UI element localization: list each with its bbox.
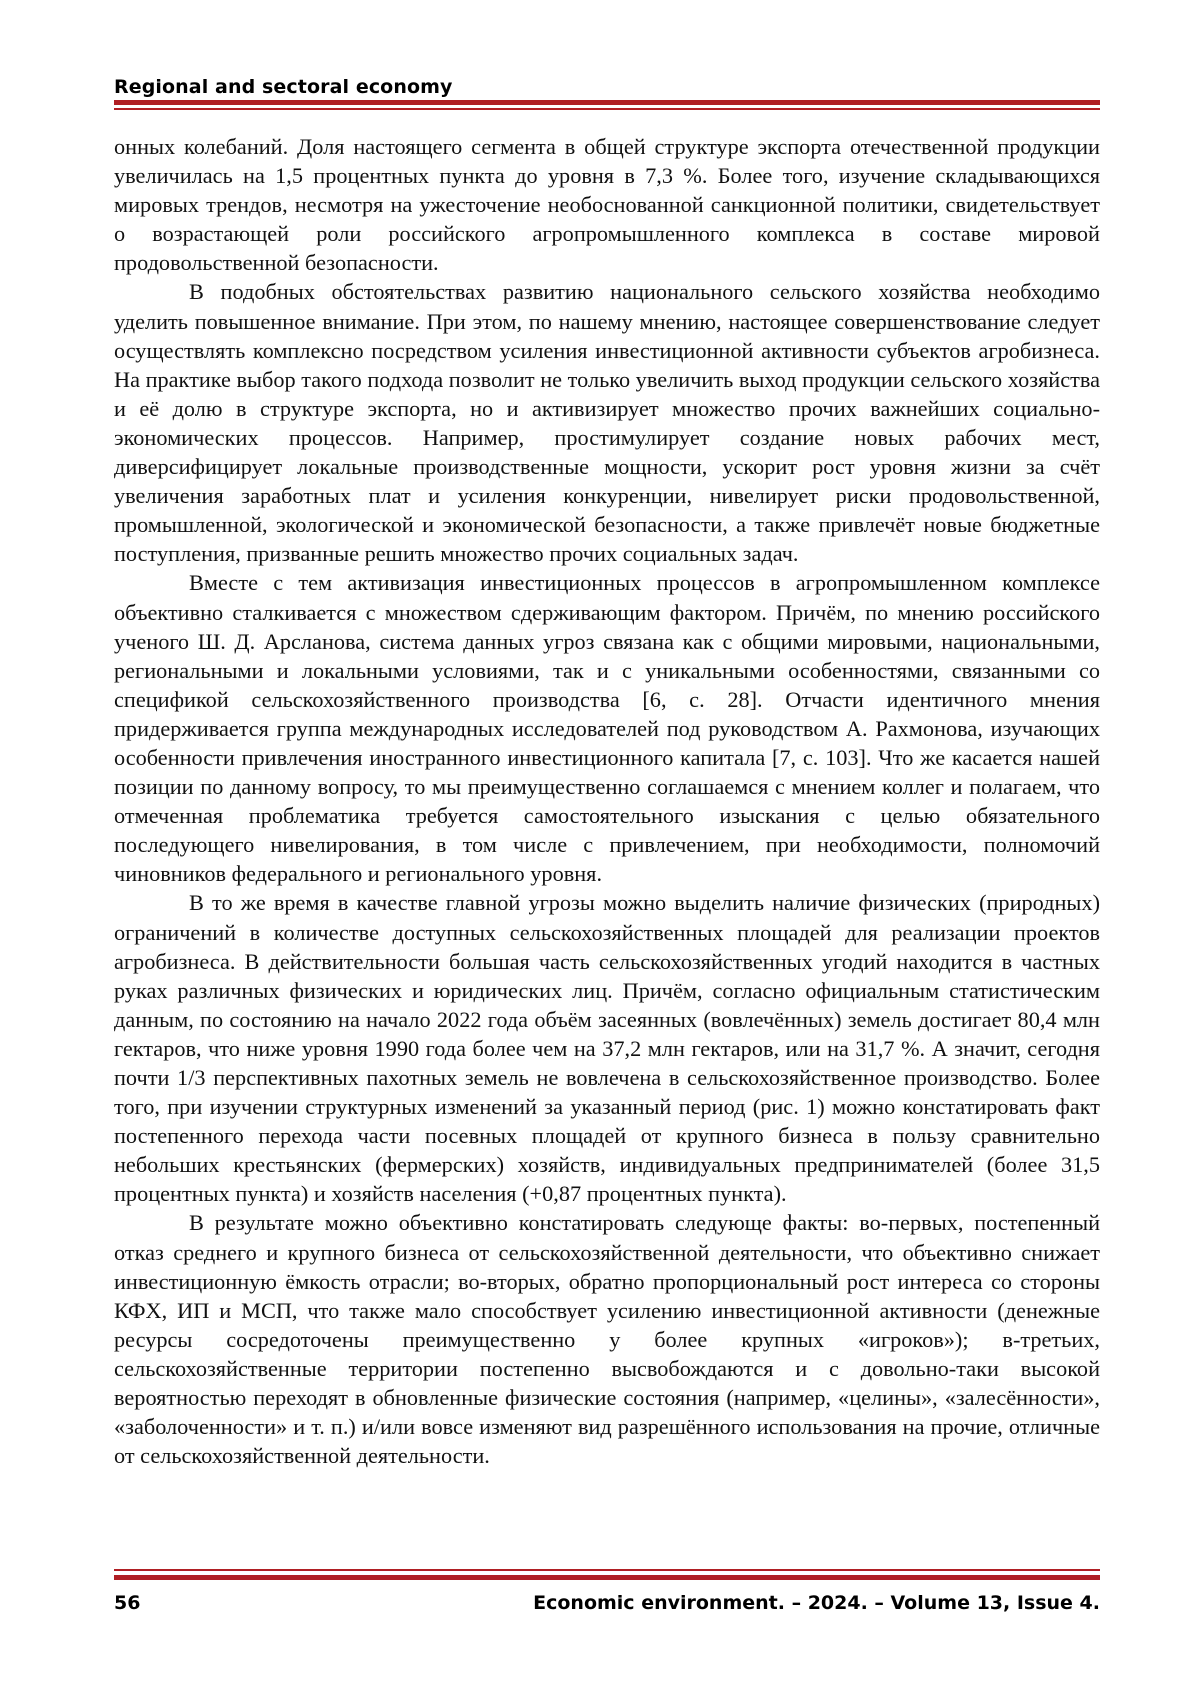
article-body	[114, 132, 1100, 1470]
paragraph: В то же время в качестве главной угрозы можно выделить наличие физических (природных) ограничений в количестве доступных сельскохозяйственных площадей для реализации проектов агробизнеса. В действительности большая часть сельскохозяйственных угодий находится в частных руках различных физических и юридических лиц. Причём, согласно официальным статистическим данным, по состоянию на начало 2022 года объём засеянных (вовлечённых) земель достигает 80,4 млн гектаров, что ниже уровня 1990 года более чем на 37,2 млн гектаров, или на 31,7 %. А значит, сегодня почти 1/3 перспективных пахотных земель не вовлечена в сельскохозяйственное производство. Более того, при изучении структурных изменений за указанный период (рис. 1) можно констатировать факт постепенного перехода части посевных площадей от крупного бизнеса в пользу сравнительно небольших крестьянских (фермерских) хозяйств, индивидуальных предпринимателей (более 31,5 процентных пункта) и хозяйств населения (+0,87 процентных пункта).	[114, 890, 1100, 1207]
header-rule-thin	[114, 108, 1100, 110]
footer-rule-thin	[114, 1569, 1100, 1571]
paragraph: В результате можно объективно констатировать следующе факты: во-первых, постепенный отказ среднего и крупного бизнеса от сельскохозяйственной деятельности, что объективно снижает инвестиционную ёмкость отрасли; во-вторых, обратно пропорциональный рост интереса со стороны КФХ, ИП и МСП, что также мало способствует усилению инвестиционной активности (денежные ресурсы сосредоточены преимущественно у более крупных «игроков»); в-третьих, сельскохозяйственные территории постепенно высвобождаются и с довольно-таки высокой вероятностью переходят в обновленные физические состояния (например, «целины», «залесённости», «заболоченности» и т. п.) и/или вовсе изменяют вид разрешённого использования на прочие, отличные от сельскохозяйственной деятельности.	[114, 1210, 1100, 1469]
paragraph: В подобных обстоятельствах развитию национального сельского хозяйства необходимо уделить повышенное внимание. При этом, по нашему мнению, настоящее совершенствование следует осуществлять комплексно посредством усиления инвестиционной активности субъектов агробизнеса. На практике выбор такого подхода позволит не только увеличить выход продукции сельского хозяйства и её долю в структуре экспорта, но и активизирует множество прочих важнейших социально-экономических процессов. Например, простимулирует создание новых рабочих мест, диверсифицирует локальные производственные мощности, ускорит рост уровня жизни за счёт увеличения заработных плат и усиления конкуренции, нивелирует риски продовольственной, промышленной, экологической и экономической безопасности, а также привлечёт новые бюджетные поступления, призванные решить множество прочих социальных задач.	[114, 279, 1100, 567]
paragraph: Вместе с тем активизация инвестиционных процессов в агропромышленном комплексе объективно сталкивается с множеством сдерживающим фактором. Причём, по мнению российского ученого Ш. Д. Арсланова, система данных угроз связана как с общими мировыми, национальными, региональными и локальными условиями, так и с уникальными особенностями, связанными со спецификой сельскохозяйственного производства [6, с. 28]. Отчасти идентичного мнения придерживается группа международных исследователей под руководством А. Рахмонова, изучающих особенности привлечения иностранного инвестиционного капитала [7, с. 103]. Что же касается нашей позиции по данному вопросу, то мы преимущественно соглашаемся с мнением коллег и полагаем, что отмеченная проблематика требуется самостоятельного изыскания с целью обязательного последующего нивелирования, в том числе с привлечением, при необходимости, полномочий чиновников федерального и регионального уровня.	[114, 570, 1100, 887]
footer-rule-thick	[114, 1575, 1100, 1580]
journal-citation: Economic environment. – 2024. – Volume 13, Issue 4.	[533, 1592, 1100, 1614]
header-rule-thick	[114, 100, 1100, 105]
running-head: Regional and sectoral economy	[114, 76, 453, 98]
paragraph: онных колебаний. Доля настоящего сегмента в общей структуре экспорта отечественной продукции увеличилась на 1,5 процентных пункта до уровня в 7,3 %. Более того, изучение складывающихся мировых трендов, несмотря на ужесточение необоснованной санкционной политики, свидетельствует о возрастающей роли российского агропромышленного комплекса в составе мировой продовольственной безопасности.	[114, 134, 1100, 276]
page-number: 56	[114, 1592, 141, 1614]
